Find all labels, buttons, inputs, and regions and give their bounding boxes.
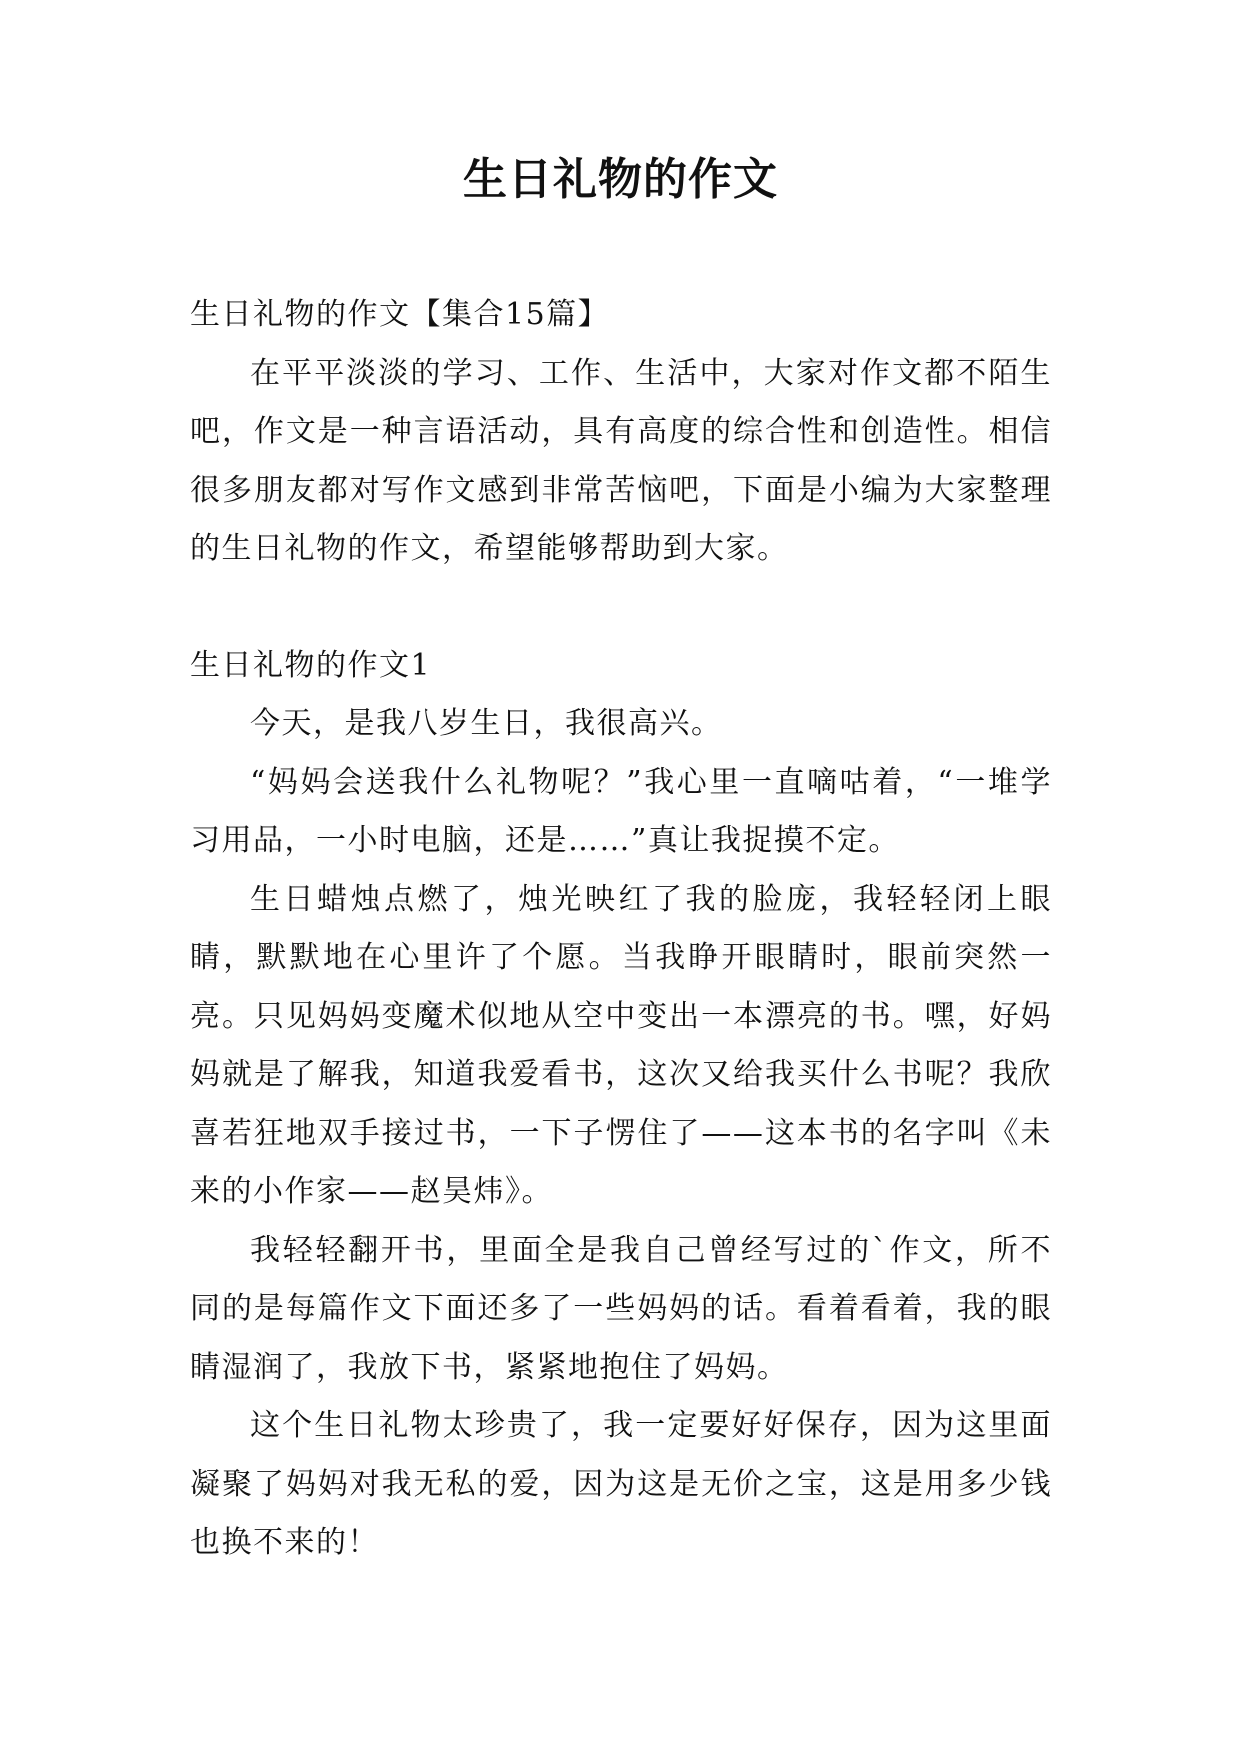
- essay-heading: 生日礼物的作文1: [190, 647, 432, 683]
- collection-subtitle: 生日礼物的作文【集合15篇】: [190, 297, 610, 332]
- essay-paragraph: 这个生日礼物太珍贵了，我一定要好好保存，因为这里面凝聚了妈妈对我无私的爱，因为这是无价之宝，这是用多少钱也换不来的！: [190, 1408, 1052, 1560]
- essay-paragraph: 我轻轻翻开书，里面全是我自己曾经写过的`作文，所不同的是每篇作文下面还多了一些妈妈的话。看着看着，我的眼睛湿润了，我放下书，紧紧地抱住了妈妈。: [190, 1232, 1052, 1385]
- document-title: 生日礼物的作文: [463, 154, 778, 205]
- document-body: [190, 286, 1052, 1573]
- section-spacer: [190, 579, 1052, 637]
- essay-paragraph: 今天，是我八岁生日，我很高兴。: [250, 706, 723, 741]
- essay-paragraph: “妈妈会送我什么礼物呢？”我心里一直嘀咕着，“一堆学习用品，一小时电脑，还是……”真让我捉摸不定。: [190, 764, 1052, 858]
- essay-paragraph: 生日蜡烛点燃了，烛光映红了我的脸庞，我轻轻闭上眼睛，默默地在心里许了个愿。当我睁开眼睛时，眼前突然一亮。只见妈妈变魔术似地从空中变出一本漂亮的书。嘿，好妈妈就是了解我，知道我爱看书，这次又给我买什么书呢？我欣喜若狂地双手接过书，一下子愣住了——这本书的名字叫《未来的小作家——赵昊炜》。: [190, 881, 1052, 1209]
- intro-paragraph: 在平平淡淡的学习、工作、生活中，大家对作文都不陌生吧，作文是一种言语活动，具有高度的综合性和创造性。相信很多朋友都对写作文感到非常苦恼吧，下面是小编为大家整理的生日礼物的作文，希望能够帮助到大家。: [190, 355, 1052, 566]
